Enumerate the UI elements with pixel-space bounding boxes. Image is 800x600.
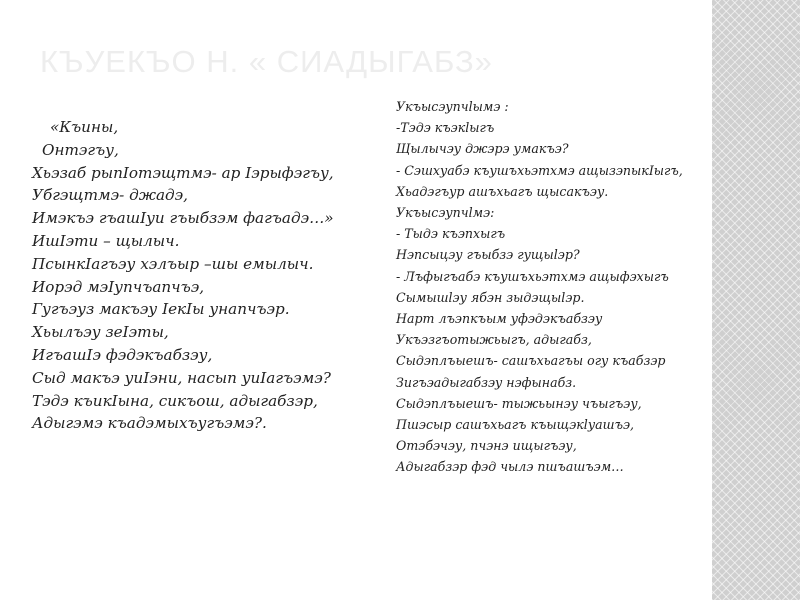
- poem-line: Щылычэу джэрэ умакъэ?: [396, 141, 569, 157]
- poem-line: Онтэгъу,: [42, 140, 119, 159]
- poem-line: Гугъэуз макъэу ІекІы унапчъэр.: [32, 300, 290, 319]
- poem-line: Укъысэупчlмэ:: [396, 205, 495, 221]
- poem-line: Адыгэмэ къадэмыхъугъэмэ?.: [32, 414, 267, 433]
- poem-line: Отэбэчэу, пчэнэ ищыгъэу,: [396, 438, 577, 454]
- poem-line: Сыдэплъыешъ- сашъхьагъы огу къабзэр: [396, 353, 666, 369]
- poem-line: Хьылъэу зеІэты,: [32, 323, 169, 342]
- poem-line: ИшІэти – щылыч.: [32, 231, 180, 250]
- poem-line: Нарт лъэпкъым уфэдэкъабзэу: [396, 311, 603, 327]
- poem-line: Сымышlэу ябэн зыдэщыlэр.: [396, 289, 585, 305]
- poem-line: Пшэсыр сашъхьагъ къыщэкlуашъэ,: [396, 417, 635, 433]
- slide-title: КЪУЕКЪО Н. « СИАДЫГАБЗ»: [40, 44, 493, 79]
- poem-line: «Къины,: [50, 118, 119, 136]
- poem-line: - Тыдэ къэпхыгъ: [396, 226, 506, 242]
- poem-line: Хьадэгъур ашъхьагъ щысакъэу.: [396, 183, 609, 199]
- poem-line: Имэкъэ гъашІуи гъыбзэм фагъадэ…»: [32, 209, 334, 228]
- poem-line: Тэдэ къикІына, сикъош, адыгабзэр,: [32, 391, 318, 410]
- poem-line: -Тэдэ къэкlыгъ: [396, 120, 495, 136]
- poem-line: Убгэщтмэ- джадэ,: [32, 186, 188, 205]
- poem-line: Иорэд мэІупчъапчъэ,: [32, 277, 205, 296]
- poem-left-column: [32, 116, 392, 435]
- poem-line: Нэпсыцэу гъыбзэ гущыlэр?: [396, 247, 580, 263]
- poem-line: ИгъашІэ фэдэкъабзэу,: [32, 345, 213, 364]
- poem-line: - Лъфыгъабэ къушъхьэтхмэ ащыфэхыгъ: [396, 268, 669, 284]
- decorative-side-band: [712, 0, 800, 600]
- poem-line: Сыд макъэ уиІэни, насып уиІагъэмэ?: [32, 368, 331, 387]
- poem-line: Укъысэупчlымэ :: [396, 99, 509, 114]
- poem-right-column: [396, 96, 712, 478]
- poem-line: Сыдэплъыешъ- тыжьынэу чъыгъэу,: [396, 395, 642, 411]
- poem-line: Хьэзаб рыпІотэщтмэ- ар Іэрыфэгъу,: [32, 163, 334, 182]
- poem-line: Зигъэадыгабзэу нэфынабз.: [396, 374, 577, 390]
- poem-line: Адыгабзэр фэд чылэ пшъашъэм…: [396, 459, 624, 475]
- poem-line: Укъэзгъотыжьыгъ, адыгабз,: [396, 332, 592, 348]
- poem-line: ПсынкІагъэу хэлъыр –шы емылыч.: [32, 254, 314, 273]
- poem-line: - Сэшхуабэ къушъхьэтхмэ ащызэпыкІыгъ,: [396, 162, 683, 178]
